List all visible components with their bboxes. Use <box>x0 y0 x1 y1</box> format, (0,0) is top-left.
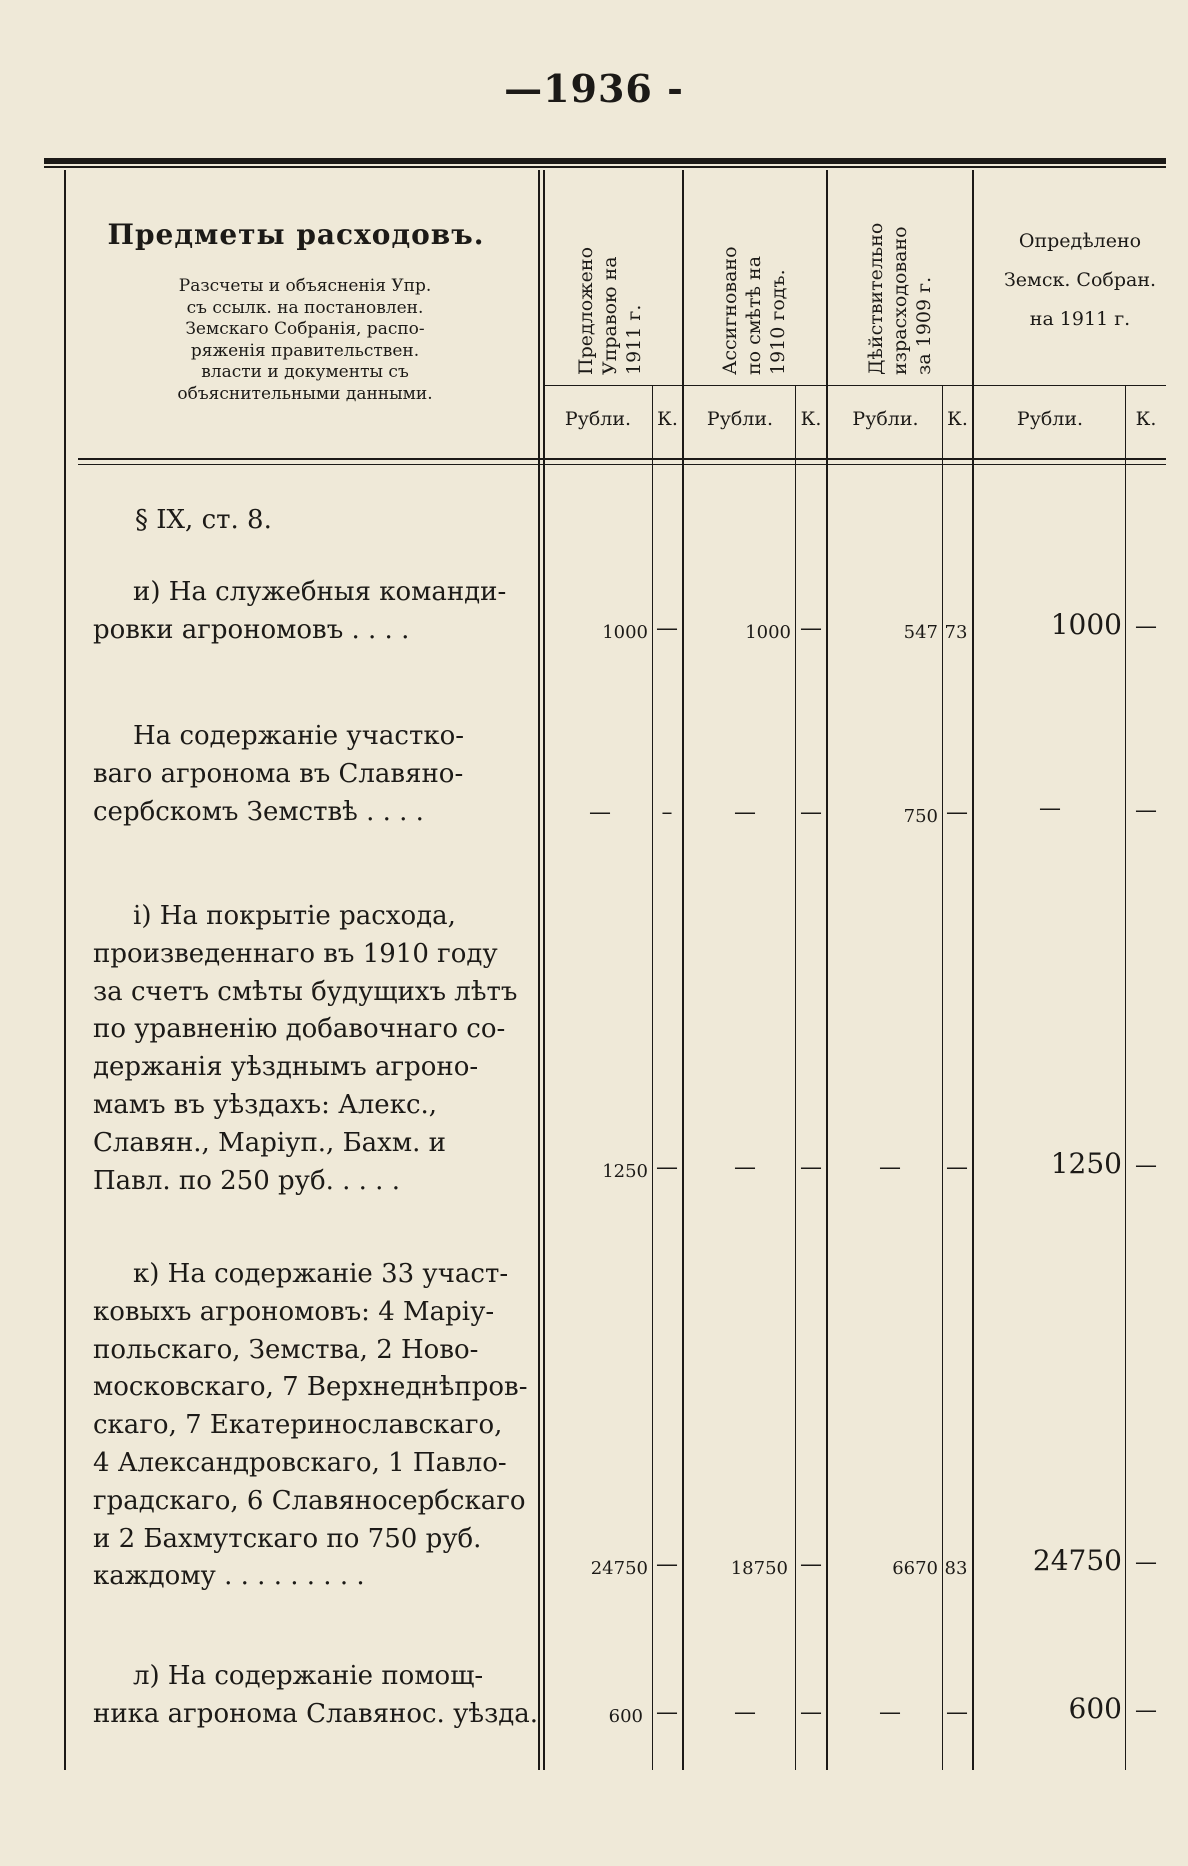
item-text <box>93 574 513 650</box>
col-header-actual: Дѣйствительно израсходовано за 1909 г. <box>865 222 935 375</box>
item-line: 4 Александровскаго, 1 Павло- <box>93 1447 507 1478</box>
assigned-kop: — <box>800 800 822 825</box>
actual-kop: — <box>946 1700 968 1725</box>
item-line: держанія уѣзднымъ агроно- <box>93 1052 479 1083</box>
determined-rub: — <box>1039 796 1061 821</box>
item-line: ника агронома Славянос. уѣзда. <box>93 1698 539 1729</box>
header-bottom-line-2 <box>78 464 1166 465</box>
item-line: ваго агронома въ Славяно- <box>93 758 464 789</box>
item-line: Павл. по 250 руб. . . . . <box>93 1165 400 1196</box>
top-rule <box>44 158 1166 164</box>
determined-rub: 600 <box>1068 1692 1122 1725</box>
actual-rub: 750 <box>903 806 938 827</box>
item-line: скаго, 7 Екатеринославскаго, <box>93 1410 503 1441</box>
header-bottom-line <box>78 458 1166 460</box>
proposed-kop: – <box>661 800 673 825</box>
col-header-proposed: Предложено Управою на 1911 г. <box>575 246 645 375</box>
unit-rub-proposed: Рубли. <box>564 408 632 430</box>
assigned-rub: 18750 <box>730 1558 788 1579</box>
determined-rub: 1000 <box>1050 608 1122 641</box>
item-line: і) На покрытіе расхода, <box>133 901 456 931</box>
header-subtitle-line: Земскаго Собранія, распо- <box>185 319 425 339</box>
item-line: ровки агрономовъ . . . . <box>93 614 410 645</box>
actual-kop: — <box>946 800 968 825</box>
unit-kop-actual: К. <box>947 408 968 430</box>
proposed-rub: 1000 <box>602 622 648 643</box>
page-number: —1936 - <box>504 66 684 111</box>
unit-kop-determined: К. <box>1135 408 1157 430</box>
item-line: к) На содержаніе 33 участ- <box>133 1259 509 1289</box>
actual-rub: — <box>879 1700 901 1725</box>
unit-rub-assigned: Рубли. <box>706 408 774 430</box>
determined-kop: — <box>1135 798 1157 823</box>
col-line-p-start <box>543 170 545 1770</box>
col-line-o-start <box>972 170 974 1770</box>
assigned-rub: — <box>734 800 756 825</box>
item-line: Славян., Маріуп., Бахм. и <box>93 1127 446 1158</box>
assigned-rub: — <box>734 1700 756 1725</box>
col-line-a-start <box>682 170 684 1770</box>
col-header-assigned: Ассигновано по смѣтѣ на 1910 годъ. <box>719 246 789 375</box>
header-subtitle-line: съ ссылк. на постановлен. <box>186 297 424 318</box>
header-subtitle-line: Разсчеты и объясненія Упр. <box>178 276 432 296</box>
col-line-text <box>538 170 540 1770</box>
col-line-d-start <box>826 170 828 1770</box>
header-subtitle-line: власти и документы съ <box>201 362 409 382</box>
item-line: ковыхъ агрономовъ: 4 Маріу- <box>93 1296 495 1327</box>
assigned-kop: — <box>800 1155 822 1180</box>
top-rule-thin <box>44 166 1166 168</box>
determined-kop: — <box>1135 614 1157 639</box>
item-text <box>93 1658 539 1734</box>
item-text <box>93 898 518 1200</box>
actual-kop: 73 <box>944 622 968 643</box>
proposed-rub: — <box>589 800 611 825</box>
item-text <box>93 718 513 831</box>
item-line: мамъ въ уѣздахъ: Алекс., <box>93 1089 438 1120</box>
assigned-rub: 1000 <box>745 622 791 643</box>
proposed-rub: 24750 <box>590 1558 648 1579</box>
proposed-kop: — <box>656 1552 678 1577</box>
item-line: по уравненію добавочнаго со- <box>93 1014 506 1045</box>
unit-kop-assigned: К. <box>800 408 822 430</box>
item-line: московскаго, 7 Верхнеднѣпров- <box>93 1372 528 1403</box>
proposed-rub: 1250 <box>602 1161 648 1182</box>
section-heading: § IX, ст. 8. <box>135 505 272 535</box>
item-line: На содержаніе участко- <box>133 721 465 751</box>
item-line: каждому . . . . . . . . . <box>93 1561 365 1592</box>
determined-kop: — <box>1135 1153 1157 1178</box>
item-line: польскаго, Земства, 2 Ново- <box>93 1334 479 1365</box>
actual-kop: 83 <box>944 1558 968 1579</box>
proposed-rub: 600 <box>608 1706 643 1727</box>
item-text <box>93 1256 528 1596</box>
col-header-determined <box>975 222 1185 339</box>
proposed-kop: — <box>656 1155 678 1180</box>
header-subtitle <box>140 276 470 405</box>
item-line: сербскомъ Земствѣ . . . . <box>93 796 424 827</box>
unit-row-line <box>543 385 1166 386</box>
determined-rub: 1250 <box>1050 1147 1122 1180</box>
unit-rub-actual: Рубли. <box>852 408 919 430</box>
unit-rub-determined: Рубли. <box>1016 408 1084 430</box>
actual-rub: — <box>879 1155 901 1180</box>
header-title: Предметы расходовъ. <box>107 218 485 251</box>
actual-kop: — <box>946 1155 968 1180</box>
col-header-determined-line: Опредѣлено <box>1018 230 1142 252</box>
actual-rub: 6670 <box>892 1558 938 1579</box>
item-line: л) На содержаніе помощ- <box>133 1661 484 1691</box>
assigned-kop: — <box>800 616 822 641</box>
header-subtitle-line: ряженія правительствен. <box>190 340 420 361</box>
col-header-determined-line: Земск. Собран. <box>1003 269 1157 291</box>
unit-kop-proposed: К. <box>657 408 678 430</box>
assigned-kop: — <box>800 1700 822 1725</box>
item-line: и) На служебныя команди- <box>133 577 507 607</box>
proposed-kop: — <box>656 616 678 641</box>
determined-kop: — <box>1135 1698 1157 1723</box>
item-line: за счетъ смѣты будущихъ лѣтъ <box>93 976 518 1007</box>
assigned-kop: — <box>800 1552 822 1577</box>
col-line-left <box>64 170 66 1770</box>
determined-rub: 24750 <box>1032 1544 1122 1577</box>
item-line: и 2 Бахмутскаго по 750 руб. <box>93 1523 482 1554</box>
proposed-kop: — <box>656 1700 678 1725</box>
col-header-determined-line: на 1911 г. <box>1029 308 1131 330</box>
assigned-rub: — <box>734 1155 756 1180</box>
item-line: произведеннаго въ 1910 году <box>93 938 498 969</box>
determined-kop: — <box>1135 1550 1157 1575</box>
item-line: градскаго, 6 Славяносербскаго <box>93 1485 526 1516</box>
header-subtitle-line: объяснительными данными. <box>177 383 433 404</box>
actual-rub: 547 <box>903 622 938 643</box>
